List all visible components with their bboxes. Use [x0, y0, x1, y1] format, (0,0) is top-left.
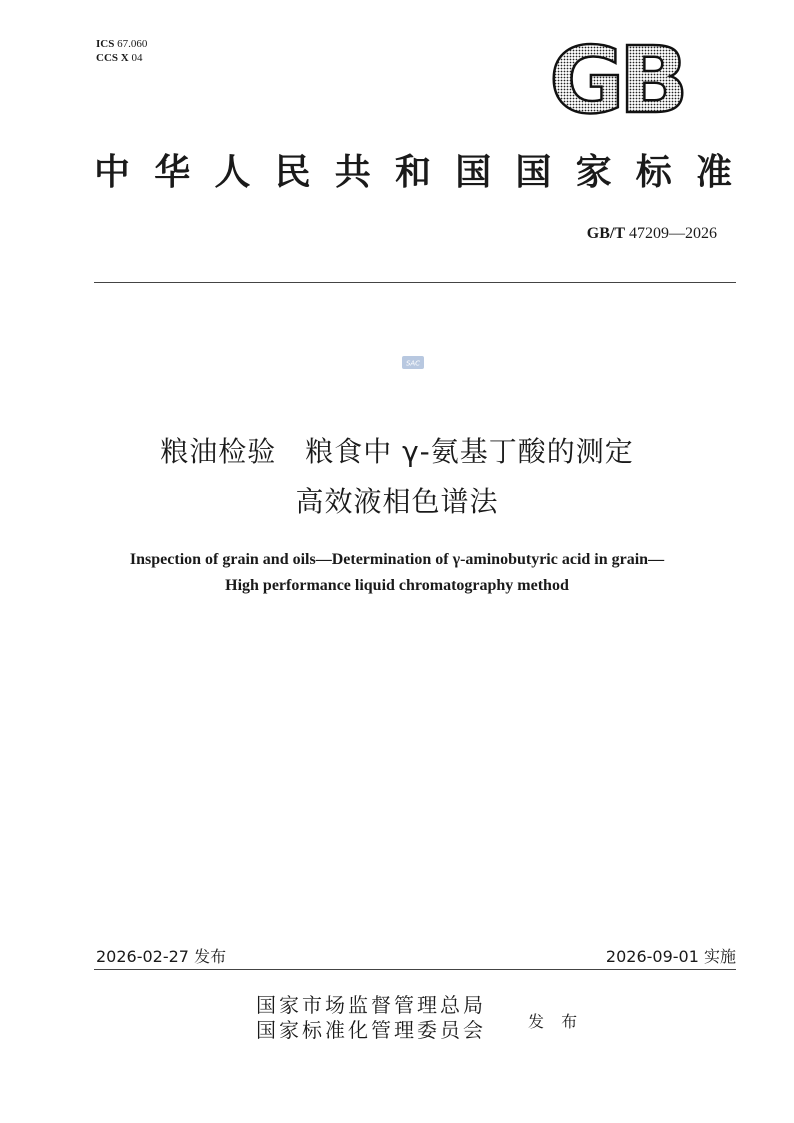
title-chinese-line1: 粮油检验 粮食中 γ-氨基丁酸的测定 — [160, 435, 634, 468]
ccs-code — [96, 51, 147, 65]
title-english-line1: Inspection of grain and oils—Determination of γ-aminobutyric acid in grain— — [129, 551, 665, 568]
bottom-divider — [94, 969, 736, 970]
title-english-line2: High performance liquid chromatography method — [225, 577, 569, 594]
title-chinese-line2: 高效液相色谱法 — [295, 485, 499, 518]
standard-number — [587, 225, 717, 243]
ccs-value: 04 — [131, 52, 143, 64]
organization-title: 中华人民共和国国家标准 — [94, 152, 736, 193]
ics-value: 67.060 — [117, 38, 148, 50]
top-divider — [94, 282, 736, 283]
standard-prefix: GB/T — [586, 225, 625, 242]
issue-date: 2026-02-27 发布 — [96, 947, 227, 966]
sac-watermark — [402, 356, 424, 369]
gb-logo-text: GB — [549, 40, 683, 120]
issuing-authorities — [256, 993, 486, 1043]
gb-logo — [536, 40, 696, 120]
implement-date: 2026-09-01 实施 — [605, 947, 736, 966]
ics-code — [96, 37, 147, 51]
issuer-samr: 国家市场监督管理总局 — [256, 993, 486, 1017]
standard-code: 47209—2026 — [629, 225, 717, 242]
ics-label: ICS — [96, 38, 115, 50]
ccs-label: CCS X — [96, 52, 129, 64]
publish-label: 发 布 — [528, 1012, 584, 1031]
issuer-sac: 国家标准化管理委员会 — [256, 1018, 486, 1042]
sac-watermark-text: SAC — [405, 359, 421, 368]
classification-codes — [96, 37, 147, 65]
